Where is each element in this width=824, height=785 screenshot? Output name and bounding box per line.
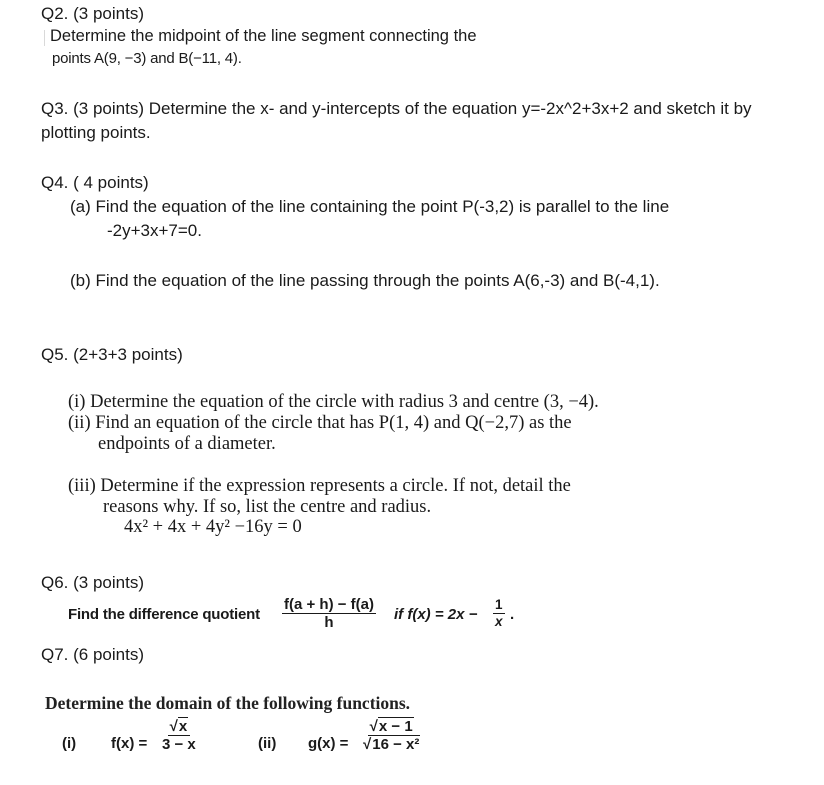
fx-numerator: 1 [495,597,503,612]
q5-iii-equation: 4x² + 4x + 4y² −16y = 0 [124,517,302,537]
q6-heading: Q6. (3 points) [41,573,144,592]
q5-iii-line1: (iii) Determine if the expression represents a circle. If not, detail the [68,476,571,496]
f-fraction [162,718,196,754]
fx-denominator: x [495,613,503,629]
q5-ii-line1: (ii) Find an equation of the circle that has P(1, 4) and Q(−2,7) as the [68,413,572,433]
q2-text-line2: points A(9, −3) and B(−11, 4). [52,50,242,67]
f-radicand: x [178,718,188,735]
q7-i-lhs: f(x) = [111,735,148,752]
dq-numerator: f(a + h) − f(a) [284,596,375,613]
q5-heading: Q5. (2+3+3 points) [41,345,183,364]
q5-iii-line2: reasons why. If so, list the centre and radius. [103,497,432,517]
q7-ii-lhs: g(x) = [308,735,349,752]
q6-if-text: if f(x) = 2x − [394,606,478,623]
q7-heading: Q7. (6 points) [41,645,144,664]
q3-text-line1: Q3. (3 points) Determine the x- and y-intercepts of the equation y=-2x^2+3x+2 and sketch it by [41,99,752,118]
q2-heading: Q2. (3 points) [41,4,144,23]
q7-ii-label: (ii) [258,735,277,752]
sqrt-icon: √ [169,718,178,735]
q6-prompt: Find the difference quotient [68,606,260,623]
g-radicand: x − 1 [378,718,413,735]
g-numerator [368,718,416,736]
f-numerator [168,718,191,736]
sqrt-icon: √ [363,736,372,754]
margin-mark [44,30,45,46]
q4-heading: Q4. ( 4 points) [41,173,149,192]
fx-fraction [493,597,505,629]
q5-ii-line2: endpoints of a diameter. [98,434,276,454]
f-denominator: 3 − x [162,736,196,754]
sqrt-icon: √ [369,718,378,735]
q4-a-line2: -2y+3x+7=0. [107,221,202,240]
q4-a-line1: (a) Find the equation of the line containing the point P(-3,2) is parallel to the line [70,197,670,216]
difference-quotient-fraction [282,596,376,632]
g-fraction [363,718,420,754]
q4-b-line1: (b) Find the equation of the line passing through the points A(6,-3) and B(-4,1). [70,271,660,290]
q6-period: . [510,606,515,623]
q3-text-line2: plotting points. [41,123,151,142]
q7-i-label: (i) [62,735,77,752]
g-denominator [363,736,420,753]
q5-i-line: (i) Determine the equation of the circle with radius 3 and centre (3, −4). [68,392,599,412]
dq-denominator: h [324,614,334,632]
g-den-radicand: 16 − x² [372,736,420,754]
q2-text-line1: Determine the midpoint of the line segment connecting the [50,27,477,45]
q7-instruction: Determine the domain of the following functions. [45,693,411,713]
